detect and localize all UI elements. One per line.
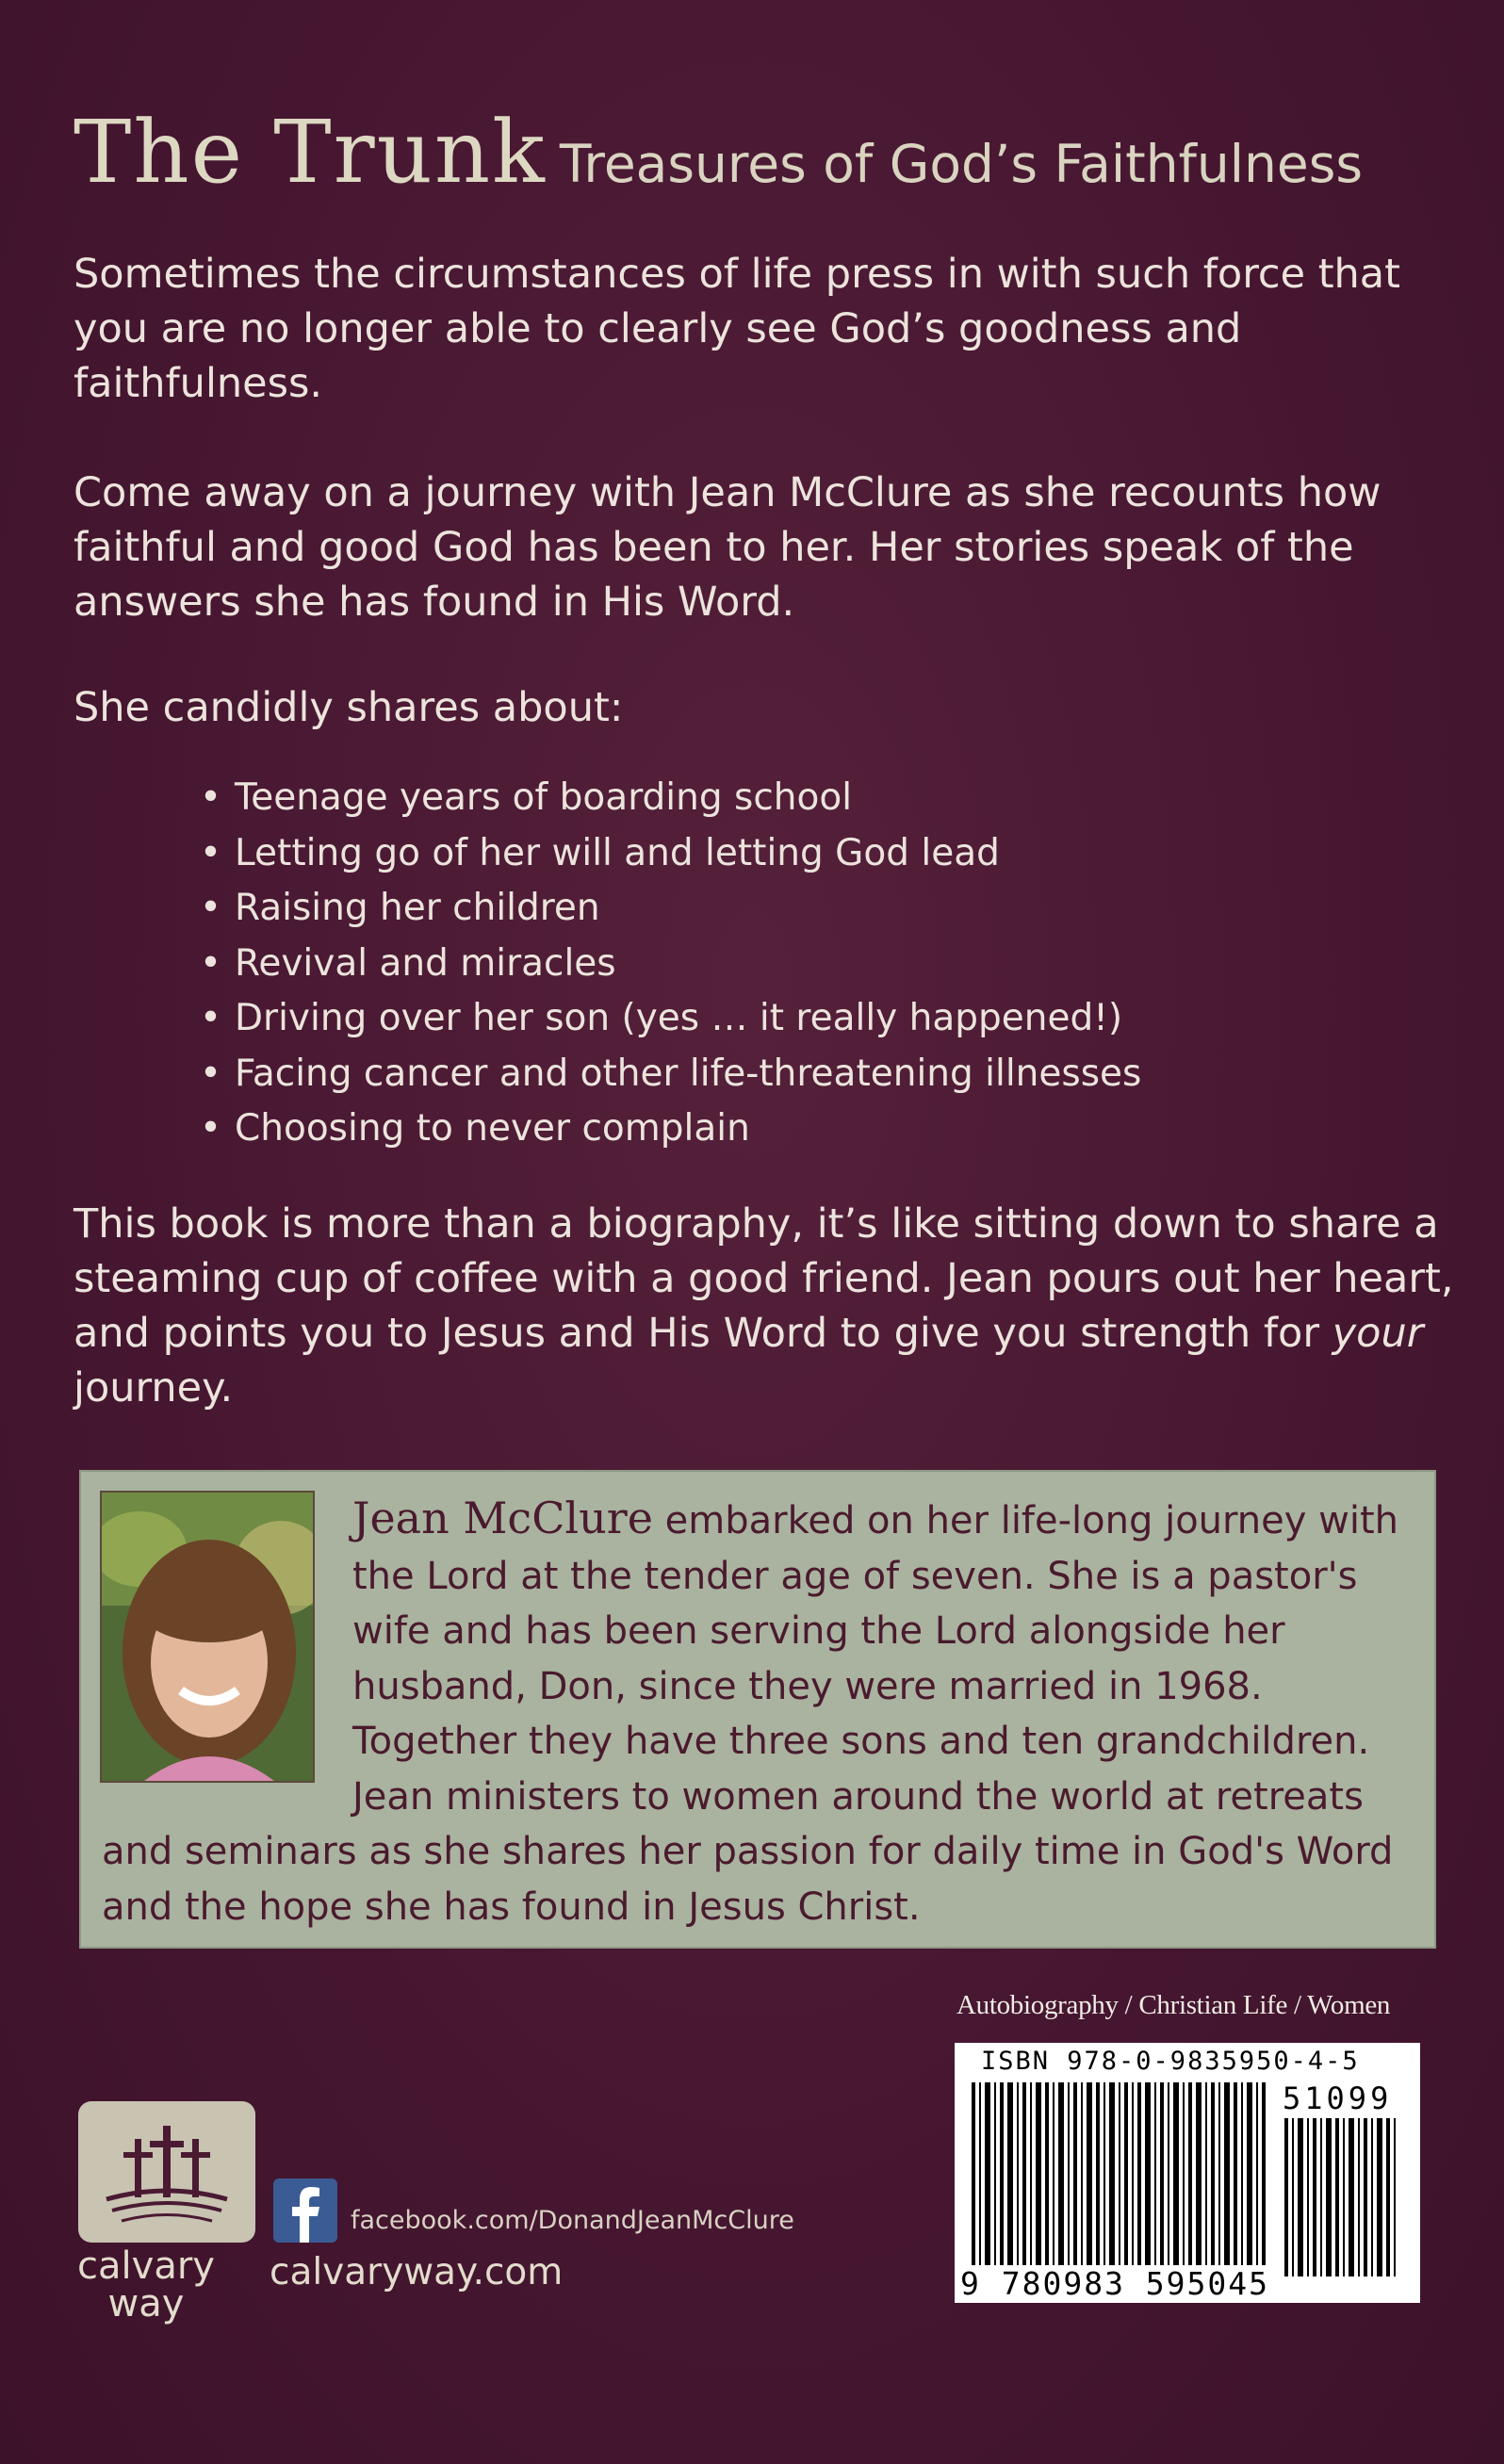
price-code: 51099 xyxy=(1283,2081,1393,2116)
shares-heading: She candidly shares about: xyxy=(74,684,624,731)
bio-text: embarked on her life-long journey with the Lord at the tender age of seven. She is a pastor's wife and has been serving the Lord alongside her husband, Don, since they were married in 1968. Together they have three sons and ten grandchildren. Jean ministers to women around the world at retreats and seminars as she shares her passion for daily time in God's Word and the hope she has found in Jesus Christ. xyxy=(102,1499,1398,1929)
category-label: Autobiography / Christian Life / Women xyxy=(956,1990,1391,2020)
list-item: • Facing cancer and other life-threatening illnesses xyxy=(200,1047,1141,1102)
title-block xyxy=(74,102,1363,203)
journey-paragraph: Come away on a journey with Jean McClure as she recounts how faithful and good God has been to her. Her stories speak of the answers she has found in His Word. xyxy=(74,469,1381,626)
crosses-logo-icon xyxy=(78,2101,255,2243)
bio-author-name: Jean McClure xyxy=(352,1493,653,1543)
isbn-barcode xyxy=(955,2043,1420,2303)
closing-emphasis: your xyxy=(1332,1310,1424,1357)
topics-list xyxy=(200,771,1141,1157)
list-item: • Driving over her son (yes … it really happened!) xyxy=(200,991,1141,1047)
closing-paragraph xyxy=(74,1197,1459,1415)
barcode-number: 9 780983 595045 xyxy=(960,2265,1273,2302)
list-item: • Choosing to never complain xyxy=(200,1101,1141,1157)
book-title: The Trunk xyxy=(74,102,547,203)
facebook-icon xyxy=(273,2178,337,2243)
website-link[interactable]: calvaryway.com xyxy=(270,2251,564,2293)
book-subtitle: Treasures of God’s Faithfulness xyxy=(559,134,1364,194)
list-item: • Raising her children xyxy=(200,881,1141,937)
barcode-bars-icon xyxy=(955,2043,1420,2303)
publisher-name: calvary way xyxy=(77,2244,215,2325)
closing-end: journey. xyxy=(74,1364,234,1411)
list-item: • Letting go of her will and letting God lead xyxy=(200,826,1141,882)
bio-paragraph xyxy=(102,1491,1421,1934)
list-item: • Teenage years of boarding school xyxy=(200,771,1141,826)
intro-paragraph: Sometimes the circumstances of life press in with such force that you are no longer able to clearly see God’s goodness and faithfulness. xyxy=(74,251,1401,407)
list-item: • Revival and miracles xyxy=(200,937,1141,992)
isbn-label: ISBN 978-0-9835950-4-5 xyxy=(981,2047,1360,2076)
author-bio-box xyxy=(79,1470,1436,1949)
facebook-link[interactable]: facebook.com/DonandJeanMcClure xyxy=(351,2206,794,2235)
closing-text: This book is more than a biography, it’s like sitting down to share a steaming cup of coffee with a good friend. Jean pours out her heart, and points you to Jesus and His Word to give you strength for xyxy=(74,1200,1454,1357)
publisher-logo xyxy=(78,2101,255,2243)
